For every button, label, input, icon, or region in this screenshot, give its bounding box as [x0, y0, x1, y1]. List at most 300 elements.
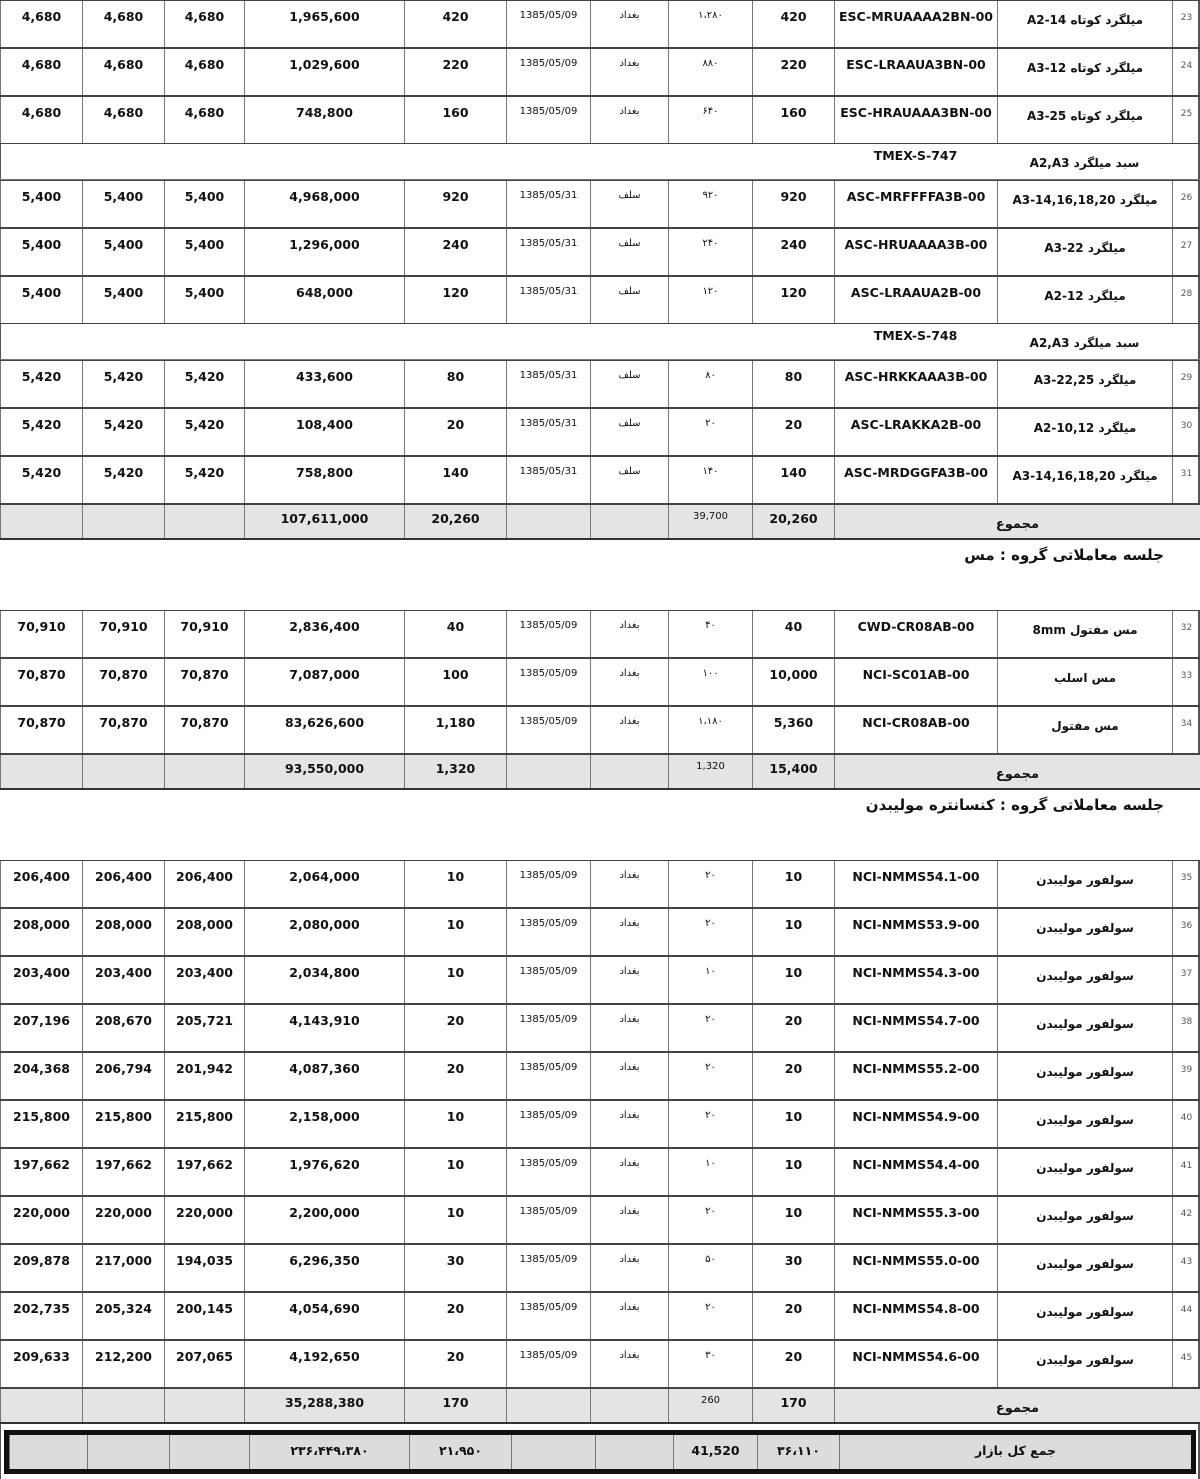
- cell-value: 2,836,400: [244, 611, 404, 657]
- cell-max: 215,800: [82, 1101, 164, 1147]
- cell-num: 42: [1172, 1197, 1200, 1243]
- cell-min: 4,680: [164, 1, 244, 47]
- cell-min: 4,680: [164, 49, 244, 95]
- table-row: [0, 180, 1200, 228]
- cell-value: 2,034,800: [244, 957, 404, 1003]
- cell-supply: 160: [752, 97, 834, 143]
- cell-min: 5,420: [164, 409, 244, 455]
- cell-place: [590, 505, 668, 538]
- cell-supply: 170: [752, 1389, 834, 1422]
- cell-name: سولفور مولیبدن: [997, 1293, 1172, 1339]
- table-row: [0, 658, 1200, 706]
- cell-date: 1385/05/09: [506, 861, 590, 907]
- table-row: [0, 0, 1200, 48]
- cell-demand: ۲۴۰: [668, 229, 752, 275]
- cell-demand: ۱۰: [668, 1149, 752, 1195]
- cell-supply: 20: [752, 1341, 834, 1387]
- cell-avg: [0, 505, 82, 538]
- cell-symbol: ASC-LRAAUA2B-00: [834, 277, 997, 323]
- cell-name: میلگرد A3-14,16,18,20: [997, 181, 1172, 227]
- cell-num: 25: [1172, 97, 1200, 143]
- cell-place: بغداد: [590, 49, 668, 95]
- cell-value: 2,080,000: [244, 909, 404, 955]
- cell-value: 4,087,360: [244, 1053, 404, 1099]
- cell-symbol: ESC-LRAAUA3BN-00: [834, 49, 997, 95]
- cell-demand: ۱۰: [668, 957, 752, 1003]
- cell-num: 29: [1172, 361, 1200, 407]
- cell-symbol: NCI-NMMS54.9-00: [834, 1101, 997, 1147]
- group-title: جلسه معاملاتی گروه : کنسانتره مولیبدن: [865, 796, 1164, 814]
- cell-min: 215,800: [164, 1101, 244, 1147]
- cell-min: 5,400: [164, 277, 244, 323]
- table-row: [0, 408, 1200, 456]
- cell-symbol: NCI-NMMS54.1-00: [834, 861, 997, 907]
- cell-name: سولفور مولیبدن: [997, 1197, 1172, 1243]
- cell-supply: 10,000: [752, 659, 834, 705]
- cell-place: بغداد: [590, 1149, 668, 1195]
- cell-num: 40: [1172, 1101, 1200, 1147]
- cell-num: 34: [1172, 707, 1200, 753]
- cell-date: 1385/05/09: [506, 49, 590, 95]
- cell-num: 39: [1172, 1053, 1200, 1099]
- cell-name: مس اسلب: [997, 659, 1172, 705]
- cell-date: 1385/05/31: [506, 457, 590, 503]
- table-row: [0, 1052, 1200, 1100]
- cell-demand: ۸۸۰: [668, 49, 752, 95]
- cell-max: 5,420: [82, 361, 164, 407]
- cell-value: 83,626,600: [244, 707, 404, 753]
- cell-name: سولفور مولیبدن: [997, 1245, 1172, 1291]
- table-row: [0, 276, 1200, 324]
- cell-min: 4,680: [164, 97, 244, 143]
- cell-max: [82, 505, 164, 538]
- grand-max: [87, 1435, 169, 1469]
- cell-num: 45: [1172, 1341, 1200, 1387]
- cell-max: 5,400: [82, 229, 164, 275]
- cell-max: 5,420: [82, 409, 164, 455]
- cell-num: 36: [1172, 909, 1200, 955]
- cell-date: 1385/05/09: [506, 707, 590, 753]
- basket-title-row: [0, 144, 1200, 180]
- cell-max: 4,680: [82, 49, 164, 95]
- cell-num: 23: [1172, 1, 1200, 47]
- table-row: [0, 1244, 1200, 1292]
- cell-min: [164, 755, 244, 788]
- cell-traded: 120: [404, 277, 506, 323]
- group-title-band: [0, 540, 1200, 610]
- cell-min: 194,035: [164, 1245, 244, 1291]
- cell-avg: 206,400: [0, 861, 82, 907]
- cell-avg: 5,400: [0, 181, 82, 227]
- cell-max: 208,670: [82, 1005, 164, 1051]
- cell-name: سولفور مولیبدن: [997, 957, 1172, 1003]
- cell-num: 35: [1172, 861, 1200, 907]
- cell-supply: 10: [752, 1101, 834, 1147]
- cell-avg: 4,680: [0, 97, 82, 143]
- cell-symbol: ASC-HRKKAAA3B-00: [834, 361, 997, 407]
- cell-place: بغداد: [590, 1341, 668, 1387]
- cell-supply: 80: [752, 361, 834, 407]
- cell-avg: 5,420: [0, 457, 82, 503]
- cell-demand: ۲۰: [668, 1197, 752, 1243]
- table-row: [0, 1100, 1200, 1148]
- cell-place: [590, 1389, 668, 1422]
- cell-traded: 10: [404, 861, 506, 907]
- cell-traded: 20: [404, 1005, 506, 1051]
- cell-max: 4,680: [82, 1, 164, 47]
- cell-date: 1385/05/09: [506, 1101, 590, 1147]
- cell-place: بغداد: [590, 861, 668, 907]
- cell-num: 31: [1172, 457, 1200, 503]
- cell-symbol: ESC-HRAUAAA3BN-00: [834, 97, 997, 143]
- cell-demand: ۴۰: [668, 611, 752, 657]
- cell-max: 197,662: [82, 1149, 164, 1195]
- cell-value: 1,296,000: [244, 229, 404, 275]
- basket-name: سبد میلگرد A2,A3: [1029, 336, 1140, 350]
- cell-num: 44: [1172, 1293, 1200, 1339]
- cell-traded: 10: [404, 1149, 506, 1195]
- cell-num: 30: [1172, 409, 1200, 455]
- cell-value: 1,976,620: [244, 1149, 404, 1195]
- cell-supply: 15,400: [752, 755, 834, 788]
- cell-max: 5,400: [82, 277, 164, 323]
- grand-supply: ۳۶،۱۱۰: [757, 1435, 839, 1469]
- cell-symbol: NCI-NMMS53.9-00: [834, 909, 997, 955]
- cell-name: سولفور مولیبدن: [997, 909, 1172, 955]
- cell-value: 93,550,000: [244, 755, 404, 788]
- cell-date: 1385/05/09: [506, 1, 590, 47]
- table-row: [0, 1004, 1200, 1052]
- cell-min: 197,662: [164, 1149, 244, 1195]
- cell-place: بغداد: [590, 611, 668, 657]
- cell-traded: 20: [404, 1341, 506, 1387]
- cell-symbol: NCI-NMMS54.8-00: [834, 1293, 997, 1339]
- cell-name: سولفور مولیبدن: [997, 1149, 1172, 1195]
- cell-symbol: NCI-CR08AB-00: [834, 707, 997, 753]
- cell-max: 70,870: [82, 707, 164, 753]
- cell-max: 203,400: [82, 957, 164, 1003]
- cell-place: بغداد: [590, 1101, 668, 1147]
- cell-name: میلگرد A3-22,25: [997, 361, 1172, 407]
- cell-traded: 10: [404, 1197, 506, 1243]
- cell-min: 5,400: [164, 229, 244, 275]
- group-title: جلسه معاملاتی گروه : مس: [964, 546, 1164, 564]
- cell-traded: 10: [404, 909, 506, 955]
- cell-max: 205,324: [82, 1293, 164, 1339]
- cell-num: 28: [1172, 277, 1200, 323]
- cell-place: سلف: [590, 361, 668, 407]
- cell-demand: ۸۰: [668, 361, 752, 407]
- cell-name: سولفور مولیبدن: [997, 1341, 1172, 1387]
- cell-avg: 70,910: [0, 611, 82, 657]
- cell-supply: 10: [752, 861, 834, 907]
- cell-date: 1385/05/09: [506, 1293, 590, 1339]
- cell-value: 4,968,000: [244, 181, 404, 227]
- cell-symbol: NCI-NMMS55.0-00: [834, 1245, 997, 1291]
- cell-supply: 120: [752, 277, 834, 323]
- cell-value: 2,064,000: [244, 861, 404, 907]
- cell-value: 7,087,000: [244, 659, 404, 705]
- sum-row: [0, 1388, 1200, 1424]
- cell-traded: 1,320: [404, 755, 506, 788]
- cell-date: [506, 755, 590, 788]
- grand-avg: [9, 1435, 87, 1469]
- cell-demand: ۶۴۰: [668, 97, 752, 143]
- cell-min: [164, 505, 244, 538]
- cell-demand: ۱،۱۸۰: [668, 707, 752, 753]
- cell-value: 4,192,650: [244, 1341, 404, 1387]
- cell-place: بغداد: [590, 909, 668, 955]
- cell-num: 32: [1172, 611, 1200, 657]
- cell-avg: 70,870: [0, 707, 82, 753]
- cell-date: [506, 1389, 590, 1422]
- cell-symbol: NCI-NMMS55.2-00: [834, 1053, 997, 1099]
- cell-place: بغداد: [590, 1293, 668, 1339]
- cell-place: بغداد: [590, 1053, 668, 1099]
- cell-avg: 207,196: [0, 1005, 82, 1051]
- cell-place: سلف: [590, 181, 668, 227]
- cell-demand: ۲۰: [668, 909, 752, 955]
- table-row: [0, 96, 1200, 144]
- cell-num: 24: [1172, 49, 1200, 95]
- cell-max: 206,794: [82, 1053, 164, 1099]
- cell-symbol: NCI-SC01AB-00: [834, 659, 997, 705]
- cell-avg: 5,420: [0, 361, 82, 407]
- cell-date: 1385/05/31: [506, 361, 590, 407]
- cell-avg: 5,400: [0, 229, 82, 275]
- cell-min: 207,065: [164, 1341, 244, 1387]
- cell-avg: 5,420: [0, 409, 82, 455]
- cell-symbol: NCI-NMMS54.7-00: [834, 1005, 997, 1051]
- cell-traded: 240: [404, 229, 506, 275]
- cell-avg: 5,400: [0, 277, 82, 323]
- cell-min: 201,942: [164, 1053, 244, 1099]
- cell-min: 70,870: [164, 659, 244, 705]
- cell-supply: 240: [752, 229, 834, 275]
- table-row: [0, 956, 1200, 1004]
- table-row: [0, 1196, 1200, 1244]
- table-row: [0, 360, 1200, 408]
- cell-date: 1385/05/09: [506, 1149, 590, 1195]
- table-row: [0, 860, 1200, 908]
- cell-place: بغداد: [590, 957, 668, 1003]
- cell-date: 1385/05/31: [506, 229, 590, 275]
- cell-max: 5,420: [82, 457, 164, 503]
- cell-name: مس مفتول 8mm: [997, 611, 1172, 657]
- cell-max: 5,400: [82, 181, 164, 227]
- cell-supply: 10: [752, 957, 834, 1003]
- cell-place: بغداد: [590, 1197, 668, 1243]
- cell-place: سلف: [590, 457, 668, 503]
- cell-value: 108,400: [244, 409, 404, 455]
- cell-traded: 170: [404, 1389, 506, 1422]
- cell-traded: 10: [404, 957, 506, 1003]
- sum-label: مجموع: [834, 755, 1200, 788]
- table-row: [0, 1340, 1200, 1388]
- cell-supply: 30: [752, 1245, 834, 1291]
- cell-supply: 20: [752, 1293, 834, 1339]
- cell-demand: ۱،۲۸۰: [668, 1, 752, 47]
- table-row: [0, 908, 1200, 956]
- cell-place: بغداد: [590, 1, 668, 47]
- cell-value: 748,800: [244, 97, 404, 143]
- cell-value: 107,611,000: [244, 505, 404, 538]
- cell-traded: 160: [404, 97, 506, 143]
- cell-symbol: NCI-NMMS55.3-00: [834, 1197, 997, 1243]
- cell-max: 4,680: [82, 97, 164, 143]
- cell-min: 220,000: [164, 1197, 244, 1243]
- cell-traded: 140: [404, 457, 506, 503]
- cell-avg: 4,680: [0, 1, 82, 47]
- cell-supply: 420: [752, 1, 834, 47]
- table-row: [0, 48, 1200, 96]
- cell-place: بغداد: [590, 1005, 668, 1051]
- cell-supply: 140: [752, 457, 834, 503]
- cell-symbol: ASC-HRUAAAA3B-00: [834, 229, 997, 275]
- cell-supply: 20: [752, 1053, 834, 1099]
- cell-date: 1385/05/09: [506, 909, 590, 955]
- cell-demand: 1,320: [668, 755, 752, 788]
- sum-row: [0, 754, 1200, 790]
- cell-min: 206,400: [164, 861, 244, 907]
- cell-max: 70,870: [82, 659, 164, 705]
- cell-demand: ۲۰: [668, 861, 752, 907]
- cell-avg: 4,680: [0, 49, 82, 95]
- cell-traded: 40: [404, 611, 506, 657]
- cell-num: 37: [1172, 957, 1200, 1003]
- cell-value: 35,288,380: [244, 1389, 404, 1422]
- cell-supply: 20: [752, 409, 834, 455]
- cell-date: 1385/05/09: [506, 97, 590, 143]
- cell-date: 1385/05/09: [506, 1245, 590, 1291]
- sum-row: [0, 504, 1200, 540]
- cell-demand: ۱۰۰: [668, 659, 752, 705]
- cell-traded: 20: [404, 1293, 506, 1339]
- cell-traded: 1,180: [404, 707, 506, 753]
- cell-min: 200,145: [164, 1293, 244, 1339]
- cell-demand: ۲۰: [668, 1053, 752, 1099]
- cell-traded: 20: [404, 409, 506, 455]
- cell-traded: 10: [404, 1101, 506, 1147]
- cell-demand: ۳۰: [668, 1341, 752, 1387]
- cell-traded: 420: [404, 1, 506, 47]
- cell-traded: 80: [404, 361, 506, 407]
- cell-traded: 30: [404, 1245, 506, 1291]
- cell-avg: 197,662: [0, 1149, 82, 1195]
- table-row: [0, 1148, 1200, 1196]
- cell-place: سلف: [590, 409, 668, 455]
- cell-avg: 209,878: [0, 1245, 82, 1291]
- cell-max: 208,000: [82, 909, 164, 955]
- cell-min: 70,870: [164, 707, 244, 753]
- basket-symbol: TMEX-S-747: [873, 148, 958, 163]
- cell-min: 205,721: [164, 1005, 244, 1051]
- cell-value: 4,143,910: [244, 1005, 404, 1051]
- cell-avg: 215,800: [0, 1101, 82, 1147]
- cell-date: 1385/05/09: [506, 1053, 590, 1099]
- cell-min: 5,420: [164, 361, 244, 407]
- cell-name: میلگرد A3-14,16,18,20: [997, 457, 1172, 503]
- cell-date: 1385/05/09: [506, 1197, 590, 1243]
- cell-place: بغداد: [590, 707, 668, 753]
- cell-avg: 209,633: [0, 1341, 82, 1387]
- cell-max: [82, 755, 164, 788]
- cell-max: 212,200: [82, 1341, 164, 1387]
- cell-value: 1,965,600: [244, 1, 404, 47]
- basket-name: سبد میلگرد A2,A3: [1029, 156, 1140, 170]
- cell-value: 2,158,000: [244, 1101, 404, 1147]
- cell-max: 220,000: [82, 1197, 164, 1243]
- cell-name: میلگرد A2-12: [997, 277, 1172, 323]
- cell-min: 208,000: [164, 909, 244, 955]
- cell-min: 70,910: [164, 611, 244, 657]
- grand-traded: ۲۱،۹۵۰: [409, 1435, 511, 1469]
- cell-supply: 20: [752, 1005, 834, 1051]
- cell-min: 5,420: [164, 457, 244, 503]
- cell-name: میلگرد کوتاه A2-14: [997, 1, 1172, 47]
- cell-num: 27: [1172, 229, 1200, 275]
- cell-min: 203,400: [164, 957, 244, 1003]
- cell-value: 433,600: [244, 361, 404, 407]
- cell-demand: ۱۲۰: [668, 277, 752, 323]
- cell-date: [506, 505, 590, 538]
- cell-name: مس مفتول: [997, 707, 1172, 753]
- cell-num: 43: [1172, 1245, 1200, 1291]
- table-row: [0, 706, 1200, 754]
- cell-supply: 40: [752, 611, 834, 657]
- cell-value: 6,296,350: [244, 1245, 404, 1291]
- cell-name: میلگرد کوتاه A3-25: [997, 97, 1172, 143]
- table-row: [0, 456, 1200, 504]
- cell-value: 1,029,600: [244, 49, 404, 95]
- cell-supply: 10: [752, 909, 834, 955]
- cell-num: 26: [1172, 181, 1200, 227]
- grand-demand: 41,520: [673, 1435, 757, 1469]
- cell-min: 5,400: [164, 181, 244, 227]
- cell-value: 648,000: [244, 277, 404, 323]
- cell-symbol: ASC-LRAKKA2B-00: [834, 409, 997, 455]
- cell-traded: 220: [404, 49, 506, 95]
- cell-demand: ۲۰: [668, 1101, 752, 1147]
- cell-place: بغداد: [590, 97, 668, 143]
- cell-value: 4,054,690: [244, 1293, 404, 1339]
- grand-place: [595, 1435, 673, 1469]
- cell-traded: 20: [404, 1053, 506, 1099]
- cell-avg: [0, 755, 82, 788]
- cell-demand: ۹۲۰: [668, 181, 752, 227]
- cell-demand: ۵۰: [668, 1245, 752, 1291]
- sum-label: مجموع: [834, 505, 1200, 538]
- cell-supply: 10: [752, 1197, 834, 1243]
- cell-avg: 202,735: [0, 1293, 82, 1339]
- cell-place: [590, 755, 668, 788]
- grand-total-row: [4, 1430, 1196, 1474]
- cell-supply: 20,260: [752, 505, 834, 538]
- group-title-band: [0, 790, 1200, 860]
- cell-avg: [0, 1389, 82, 1422]
- table-row: [0, 610, 1200, 658]
- cell-name: سولفور مولیبدن: [997, 1053, 1172, 1099]
- cell-min: [164, 1389, 244, 1422]
- cell-demand: ۱۴۰: [668, 457, 752, 503]
- cell-place: سلف: [590, 229, 668, 275]
- grand-value: ۲۳۶،۴۴۹،۳۸۰: [249, 1435, 409, 1469]
- cell-symbol: NCI-NMMS54.4-00: [834, 1149, 997, 1195]
- cell-name: سولفور مولیبدن: [997, 1005, 1172, 1051]
- cell-avg: 70,870: [0, 659, 82, 705]
- cell-num: 33: [1172, 659, 1200, 705]
- cell-date: 1385/05/09: [506, 659, 590, 705]
